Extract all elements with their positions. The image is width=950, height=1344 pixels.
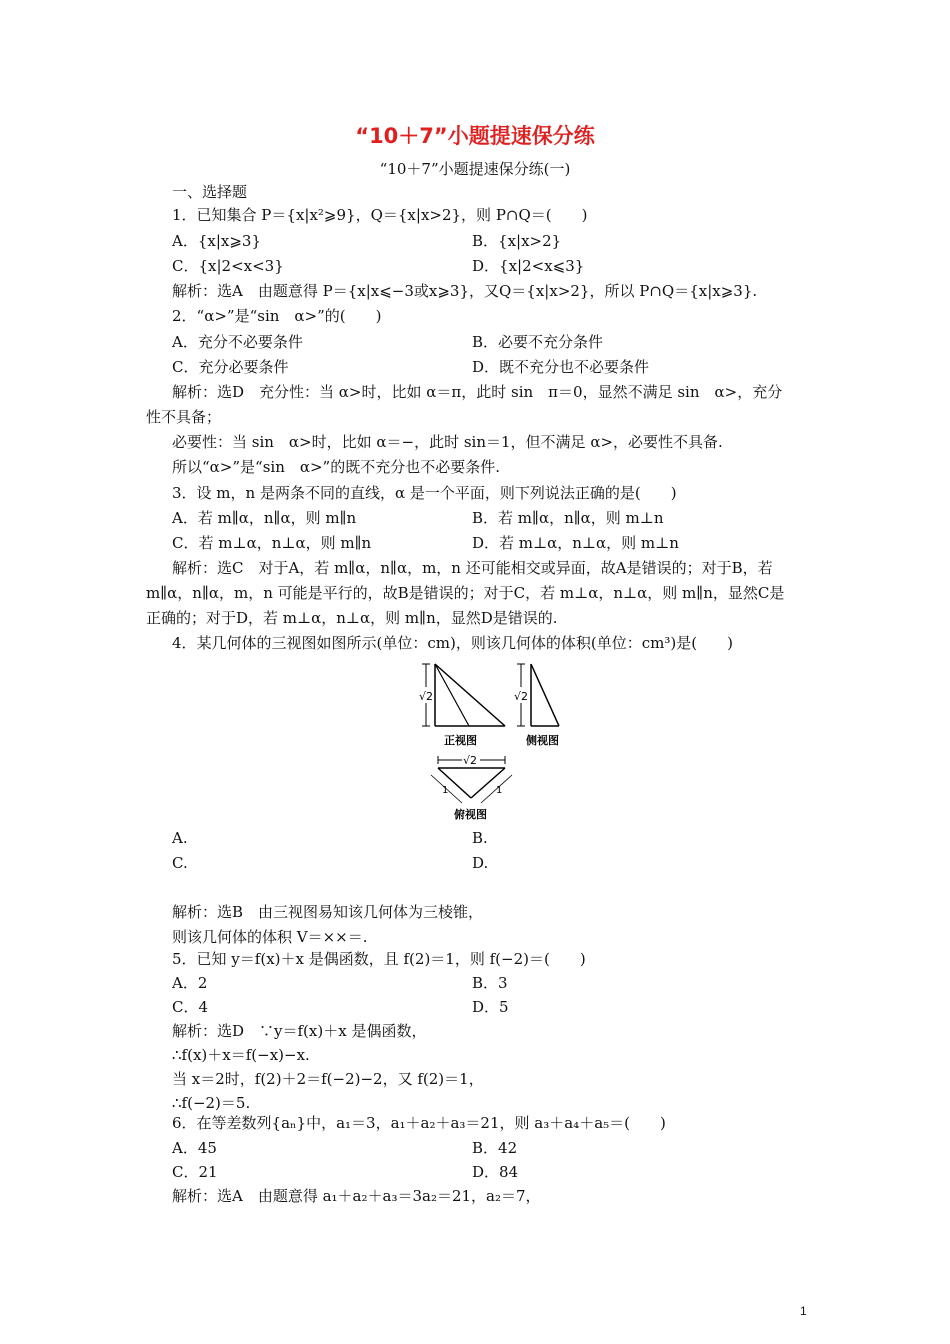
text-line: 解析：选C 对于A，若 m∥α，n∥α，m，n 还可能相交或异面，故A是错误的；对于B，若 [172,559,773,577]
text-line: D．5 [472,998,509,1016]
text-line: A．45 [172,1139,217,1157]
text-line: A．{x|x⩾3} [172,232,262,250]
text-line: D．若 m⊥α，n⊥α，则 m⊥n [472,534,679,552]
text-line: 4．某几何体的三视图如图所示(单位：cm)，则该几何体的体积(单位：cm³)是( ) [172,634,733,652]
text-line: 解析：选D ∵y＝f(x)＋x 是偶函数， [172,1022,427,1040]
top-view [431,753,512,803]
front-view-label: 正视图 [444,734,477,747]
top-view-label: 俯视图 [454,808,487,821]
text-line: B. [472,829,488,847]
text-line: ∴f(−2)＝5. [172,1094,251,1112]
text-line: 性不具备； [146,408,222,426]
text-line: 3．设 m，n 是两条不同的直线，α 是一个平面，则下列说法正确的是( ) [172,484,677,502]
text-line: 当 x＝2时，f(2)＋2＝f(−2)−2，又 f(2)＝1， [172,1070,484,1088]
text-line: 解析：选D 充分性：当 α>时，比如 α＝π，此时 sin π＝0，显然不满足 sin α>，充分 [172,383,783,401]
text-line: C．充分必要条件 [172,358,289,376]
text-line: C．若 m⊥α，n⊥α，则 m∥n [172,534,372,552]
text-line: 2．“α>”是“sin α>”的( ) [172,307,382,325]
text-line: D．{x|2<x⩽3} [472,257,585,275]
text-line: 1．已知集合 P＝{x|x²⩾9}，Q＝{x|x>2}，则 P∩Q＝( ) [172,206,588,224]
top-right-edge-label: 1 [496,785,503,796]
text-line: 则该几何体的体积 V＝××＝. [172,928,368,946]
text-line: 5．已知 y＝f(x)＋x 是偶函数，且 f(2)＝1，则 f(−2)＝( ) [172,950,586,968]
text-line: A. [172,829,188,847]
text-line: 所以“α>”是“sin α>”的既不充分也不必要条件. [172,458,500,476]
text-line: A．若 m∥α，n∥α，则 m∥n [172,509,357,527]
text-line: B．3 [472,974,508,992]
text-line: C．4 [172,998,209,1016]
text-line: 解析：选A 由题意得 P＝{x|x⩽−3或x⩾3}，又Q＝{x|x>2}，所以 P∩Q＝{x|x⩾3}. [172,282,758,300]
side-view-label: 侧视图 [526,734,559,747]
text-line: C．21 [172,1163,218,1181]
text-line: B．必要不充分条件 [472,333,604,351]
text-line: B．若 m∥α，n∥α，则 m⊥n [472,509,664,527]
text-line: D．84 [472,1163,519,1181]
front-view [418,664,505,726]
page-number: 1 [800,1304,807,1318]
text-line: A．充分不必要条件 [172,333,303,351]
page-subtitle: “10＋7”小题提速保分练(一) [379,160,571,178]
side-view [513,664,559,726]
text-line: D．既不充分也不必要条件 [472,358,650,376]
top-left-edge-label: 1 [442,785,449,796]
text-line: ∴f(x)＋x＝f(−x)−x. [172,1046,310,1064]
section-heading: 一、选择题 [172,183,248,201]
text-line: 正确的；对于D，若 m⊥α，n⊥α，则 m∥n，显然D是错误的. [146,609,558,627]
text-line: m∥α，n∥α，m，n 可能是平行的，故B是错误的；对于C，若 m⊥α，n⊥α，则 m∥n，显然C是 [146,584,785,602]
text-line: B．42 [472,1139,518,1157]
text-line: C. [172,854,188,872]
front-height-label: √2 [419,690,434,703]
three-view-figure [404,660,584,825]
text-line: B．{x|x>2} [472,232,562,250]
text-line: 解析：选B 由三视图易知该几何体为三棱锥， [172,903,484,921]
side-height-label: √2 [514,690,529,703]
text-line: 必要性：当 sin α>时，比如 α＝−，此时 sin＝1，但不满足 α>，必要性不具备. [172,433,723,451]
text-line: C．{x|2<x<3} [172,257,284,275]
top-width-label: √2 [463,754,478,767]
text-line: A．2 [172,974,208,992]
text-line: 6．在等差数列{aₙ}中，a₁＝3，a₁＋a₂＋a₃＝21，则 a₃＋a₄＋a₅＝( ) [172,1114,666,1132]
text-line: 解析：选A 由题意得 a₁＋a₂＋a₃＝3a₂＝21，a₂＝7， [172,1187,541,1205]
page-title: “10＋7”小题提速保分练 [355,124,595,148]
text-line: D. [472,854,489,872]
